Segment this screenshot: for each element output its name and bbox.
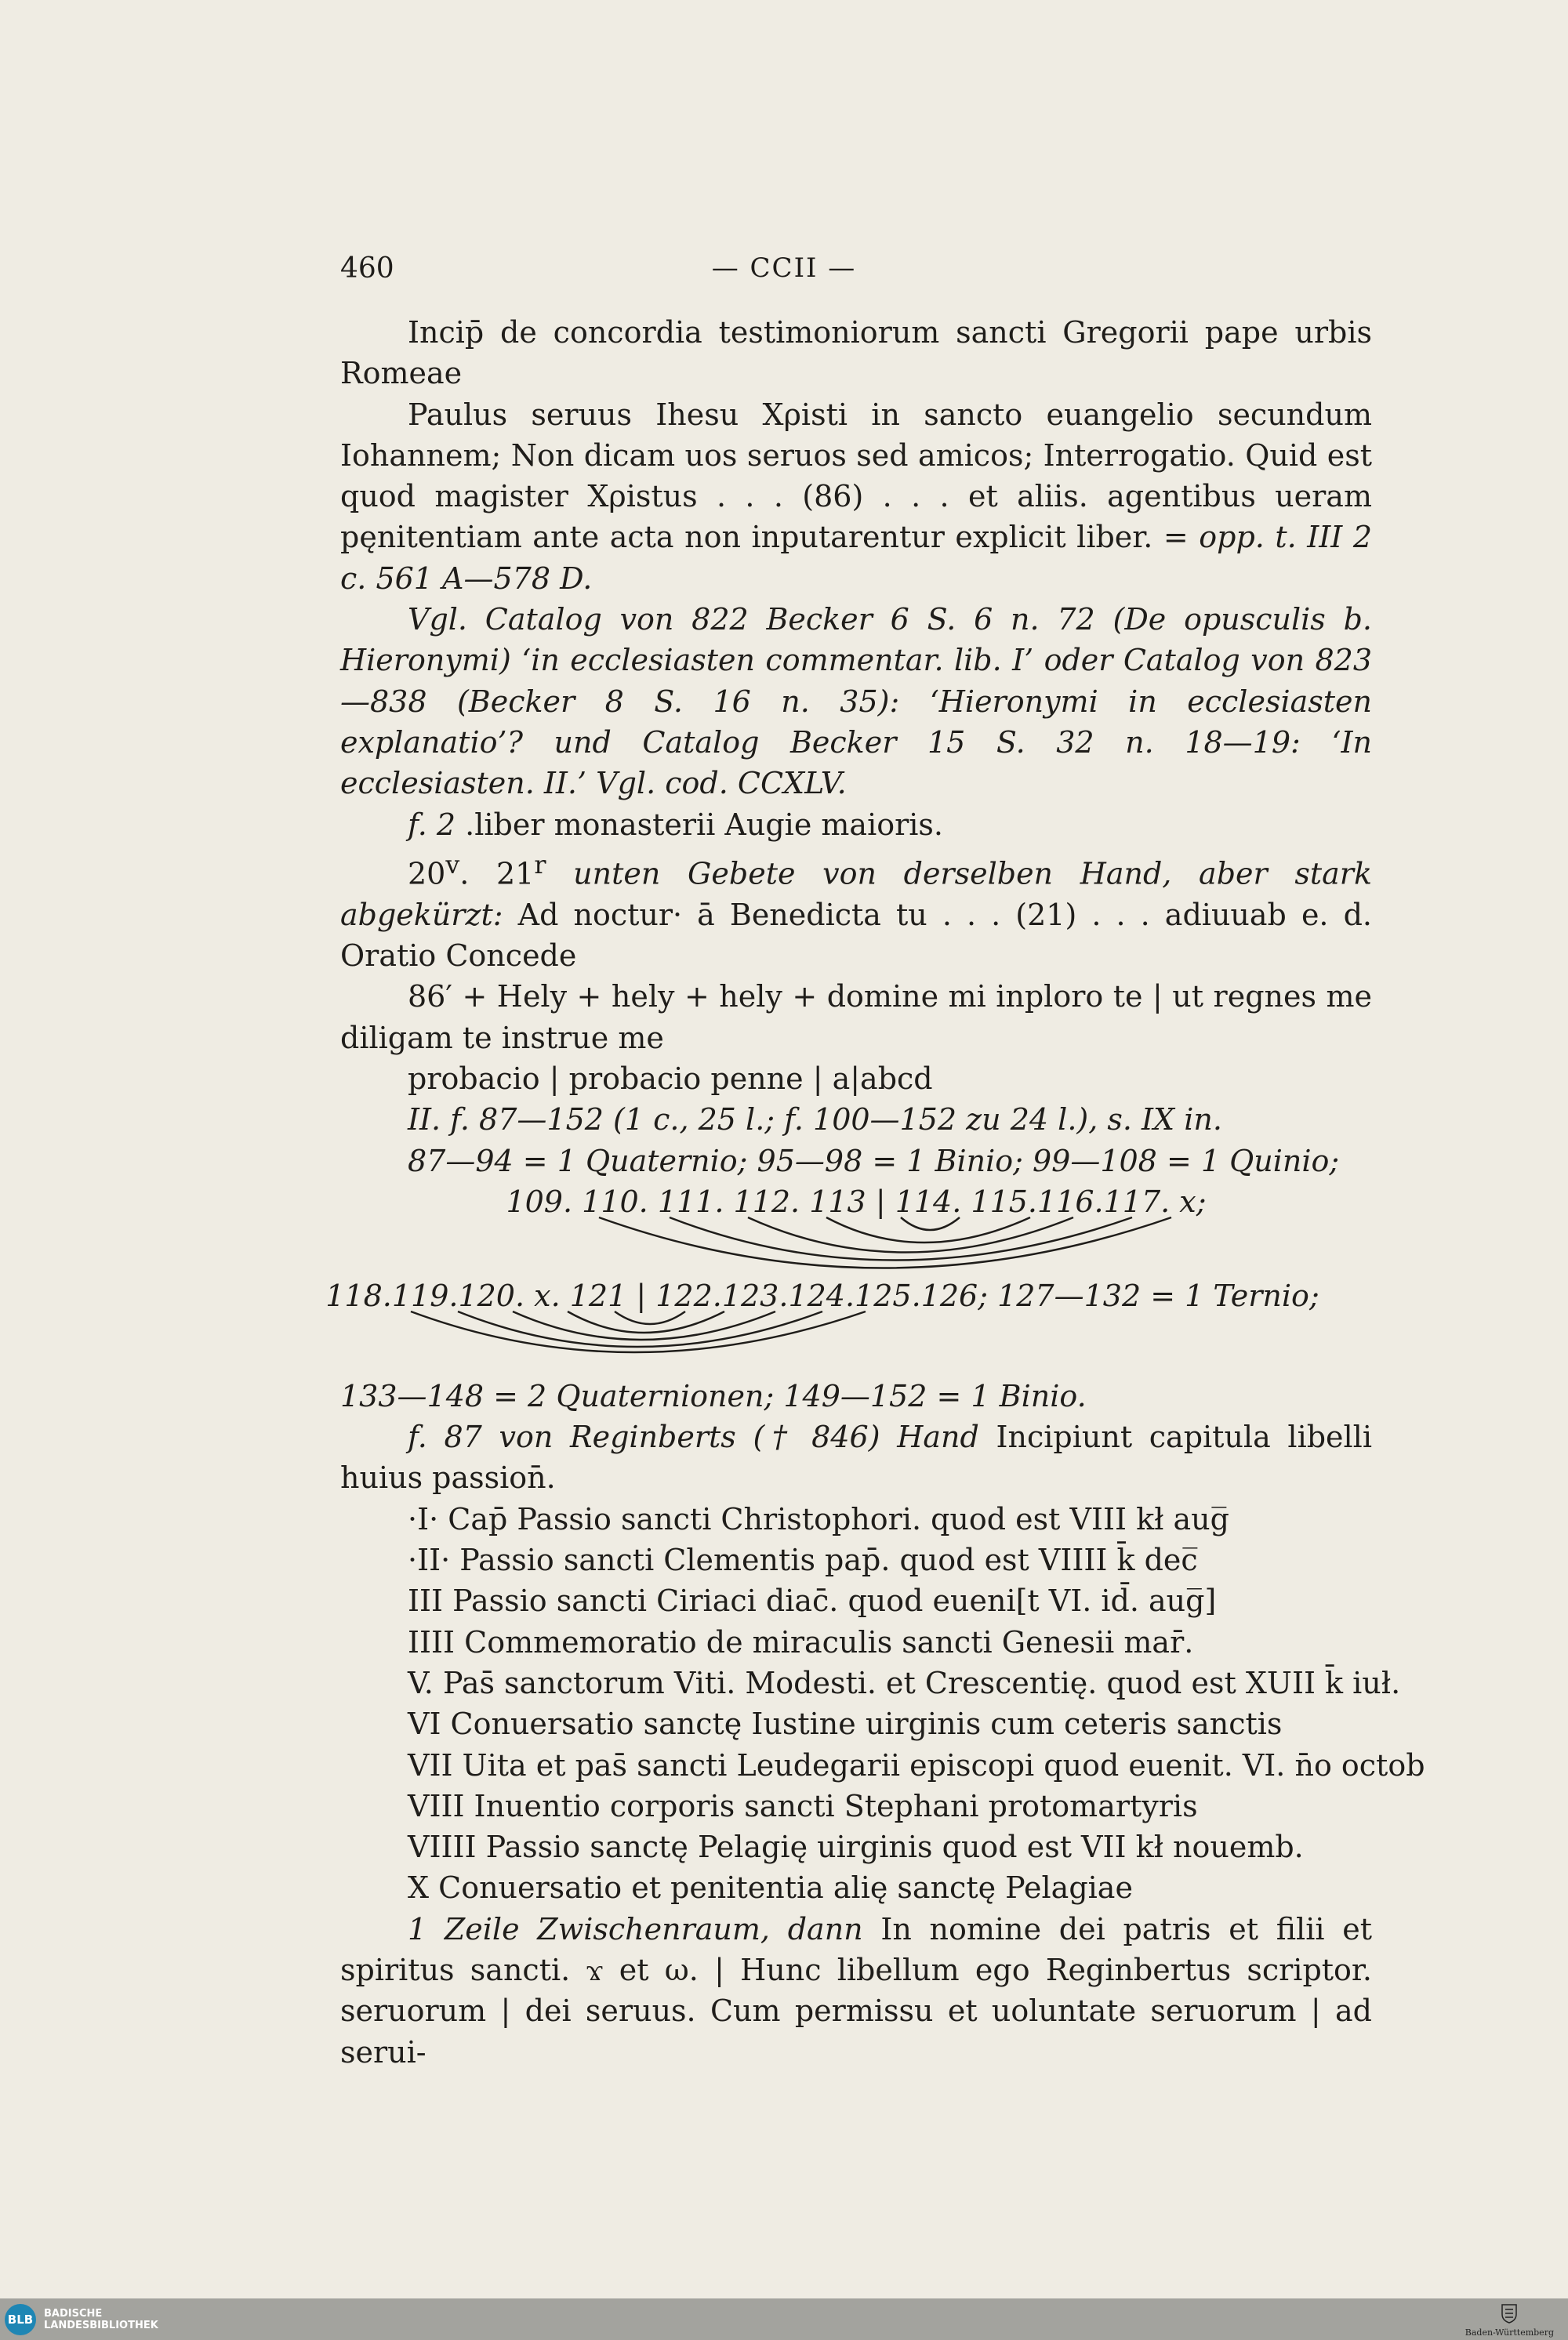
- paragraph-part-two: II. f. 87—152 (1 c., 25 l.; f. 100—152 zu 24 l.), s. IX in.: [408, 1102, 1222, 1137]
- paragraph-capitula: [340, 1417, 1372, 1499]
- capitula-text: Incipiunt capitula libelli huius passion̄.: [340, 1420, 1372, 1496]
- chapter-item-1: ·I· Cap̄ Passio sancti Christophori. quod est VIII kł aug̅: [408, 1501, 1229, 1536]
- paragraph-paulus: [340, 394, 1372, 599]
- running-head: — CCII —: [711, 252, 857, 284]
- gebete-note: unten Gebete von derselben Hand, aber stark abgekürzt:: [340, 856, 1372, 932]
- quire-diagram-1: [340, 1181, 1372, 1275]
- chapter-item-6: VI Conuersatio sanctę Iustine uirginis cum ceteris sanctis: [408, 1707, 1283, 1742]
- reginbert-note: f. 87 von Reginberts († 846) Hand: [408, 1420, 979, 1455]
- folio-21: . 21: [459, 856, 535, 891]
- chapter-item-5: V. Pas̄ sanctorum Viti. Modesti. et Crescentię. quod est XUII k̄ iuł.: [408, 1665, 1401, 1700]
- library-name: [44, 2308, 158, 2331]
- chapter-item-2: ·II· Passio sancti Clementis pap̄. quod est VIIII k̄ dec̅: [408, 1543, 1198, 1578]
- folio-20: 20: [408, 856, 446, 891]
- page-number: 460: [340, 252, 394, 285]
- page-body: [325, 312, 1425, 2073]
- blb-logo-icon: BLB: [5, 2304, 36, 2335]
- library-line-1: BADISCHE: [44, 2307, 103, 2320]
- chapter-item-8: VIII Inuentio corporis sancti Stephani protomartyris: [408, 1788, 1198, 1823]
- chapter-item-9: VIIII Passio sanctę Pelagię uirginis quod est VII kł nouemb.: [408, 1830, 1304, 1865]
- quire-line-3: 118.119.120. x. 121 | 122.123.124.125.126; 127—132 = 1 Ternio;: [325, 1278, 1319, 1313]
- quire-arcs-2: [340, 1275, 1372, 1376]
- chapter-item-4: IIII Commemoratio de miraculis sancti Genesii mar̄.: [408, 1624, 1194, 1660]
- quire-line-4: 133—148 = 2 Quaternionen; 149—152 = 1 Binio.: [340, 1378, 1087, 1413]
- paulus-text: Paulus seruus Ihesu Χρisti in sancto euangelio secundum Iohannem; Non dicam uos seruos sed amicos; Interrogatio. Quid est quod magister Χρistus . . . (86) . . . et aliis. agentibus ueram pęnitentiam ante acta non inputarentur explicit liber. =: [340, 397, 1372, 555]
- footer-bar: [0, 2298, 1568, 2340]
- paragraph-in-nomine: [340, 1909, 1372, 2073]
- quire-diagram-2: [325, 1275, 1372, 1376]
- crest-icon: [1501, 2302, 1518, 2324]
- quire-line-1: 87—94 = 1 Quaternio; 95—98 = 1 Binio; 99—108 = 1 Quinio;: [408, 1143, 1340, 1178]
- zwischenraum-note: 1 Zeile Zwischenraum, dann: [408, 1911, 863, 1946]
- paragraph-liber: [340, 804, 1372, 845]
- liber-text: .liber monasterii Augie maioris.: [456, 807, 943, 842]
- chapter-item-3: III Passio sancti Ciriaci diac̄. quod eueni[t VI. id̄. aug̅]: [408, 1584, 1217, 1619]
- paragraph-catalog: Vgl. Catalog von 822 Becker 6 S. 6 n. 72 (De opusculis b. Hieronymi) ‘in ecclesiasten commentar. lib. I’ oder Catalog von 823—838 (Becker 8 S. 16 n. 35): ‘Hieronymi in ecclesiasten explanatio’? und Catalog Becker 15 S. 32 n. 18—19: ‘In ecclesiasten. II.’ Vgl. cod. CCXLV.: [340, 602, 1372, 801]
- state-label: Baden-Württemberg: [1465, 2327, 1554, 2338]
- quire-line-2: 109. 110. 111. 112. 113 | 114. 115.116.117. x;: [506, 1184, 1207, 1219]
- chapter-item-10: X Conuersatio et penitentia alię sanctę Pelagiae: [408, 1870, 1133, 1906]
- sup-r: r: [534, 851, 546, 880]
- paragraph-probacio: probacio | probacio penne | a|abcd: [408, 1061, 933, 1096]
- state-logo: [1465, 2302, 1554, 2338]
- sup-v: v: [445, 851, 460, 880]
- quire-arcs-1: [340, 1181, 1372, 1275]
- paragraph-incipit: Incip̄ de concordia testimoniorum sancti Gregorii pape urbis Romeae: [340, 315, 1372, 391]
- gebete-text: Ad noctur· ā Benedicta tu . . . (21) . . . adiuuab e. d. Oratio Concede: [340, 897, 1372, 974]
- paragraph-gebete: [340, 845, 1372, 977]
- library-line-2: LANDESBIBLIOTHEK: [44, 2319, 158, 2331]
- folio-2-ref: f. 2: [408, 807, 456, 842]
- opp-reference: opp. t. III 2 c. 561 A—578 D.: [340, 520, 1372, 596]
- chapter-item-7: VII Uita et pas̄ sancti Leudegarii episcopi quod euenit. VI. n̄o octob: [408, 1747, 1425, 1783]
- paragraph-hely: 86′ + Hely + hely + hely + domine mi inploro te | ut regnes me diligam te instrue me: [340, 979, 1372, 1055]
- in-nomine-text: In nomine dei patris et filii et spiritus sancti. ϫ et ω. | Hunc libellum ego Reginbertus scriptor. seruorum | dei seruus. Cum permissu et uoluntate seruorum | ad serui-: [340, 1911, 1372, 2070]
